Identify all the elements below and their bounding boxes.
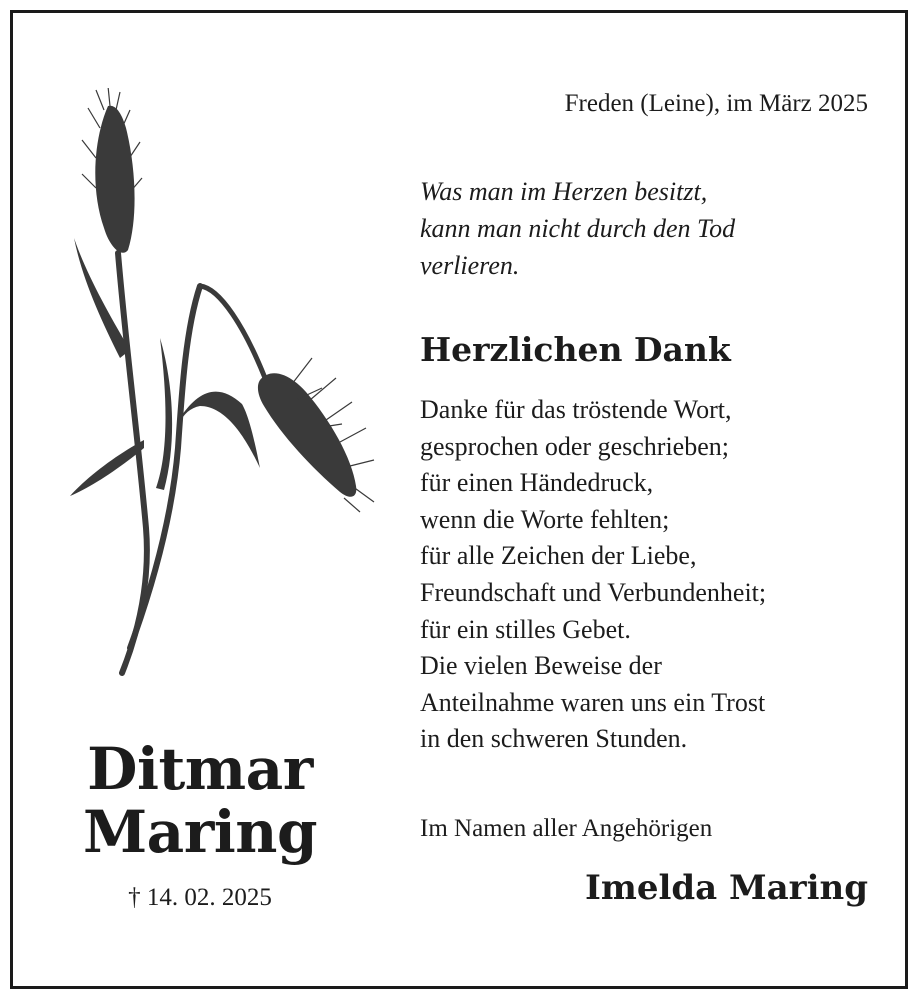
thanks-heading: Herzlichen Dank: [420, 330, 731, 369]
text-line: Danke für das tröstende Wort,: [420, 395, 732, 424]
text-line: wenn die Worte fehlten;: [420, 504, 670, 534]
text-line: Die vielen Beweise der: [420, 651, 662, 681]
text-line: Anteilnahme waren uns ein Trost: [420, 687, 766, 717]
memorial-quote: [420, 173, 880, 284]
quote-line: kann man nicht durch den Tod: [420, 214, 736, 243]
thanks-text: [420, 392, 890, 758]
on-behalf-line: Im Namen aller Angehörigen: [420, 815, 713, 842]
signer-name: Imelda Maring: [584, 868, 868, 908]
deceased-name: [70, 735, 330, 866]
text-line: Freundschaft und Verbundenheit;: [420, 577, 767, 607]
deceased-first-name: Ditmar: [87, 735, 313, 803]
text-line: gesprochen oder geschrieben;: [420, 431, 729, 461]
quote-line: Was man im Herzen besitzt,: [420, 177, 708, 206]
text-line: für einen Händedruck,: [420, 468, 654, 498]
text-line: für alle Zeichen der Liebe,: [420, 541, 697, 571]
text-line: für ein stilles Gebet.: [420, 614, 631, 644]
wheat-ears-icon: [60, 88, 380, 688]
text-line: in den schweren Stunden.: [420, 724, 688, 754]
place-date: Freden (Leine), im März 2025: [564, 90, 868, 117]
deceased-last-name: Maring: [82, 797, 318, 866]
quote-line: verlieren.: [420, 251, 520, 280]
death-date: † 14. 02. 2025: [128, 884, 272, 911]
